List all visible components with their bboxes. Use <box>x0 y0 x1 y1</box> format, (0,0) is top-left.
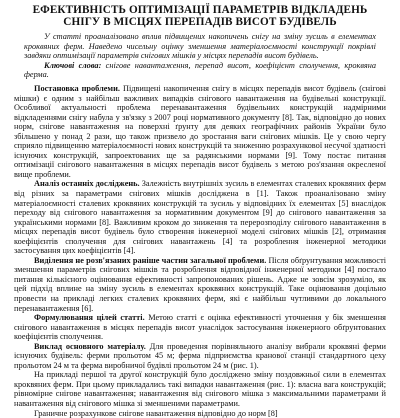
section-unsolved-parts <box>14 256 386 313</box>
section-text: Підвищені накопичення снігу в місцях перепадів висот будівель (снігові мішки) є одним з найбільш важливих випадків снігового навантаження на будівельні конструкції. Особливої актуальності проблема перенавантаження будівельних конструкцій надмірними відкладеннями снігу набула у зв'язку з 2007 році нормативного документу [8]. Так, відповідно до нових норм, снігове навантаження на поверхні ґрунту для деяких географічних районів України було збільшено у понад 2 рази, що також призвело до зростання ваги снігових мішків. Це у свою чергу сприяло підвищенню матеріалоємності нових конструкцій та зниженню розрахункової несучої здатності існуючих конструкцій, запроектованих ще за радянськими нормами [9]. Тому постає питання оптимізації снігового навантаження в місцях перепадів висот будівель з метою роз'язання окресленої вище проблеми. <box>14 83 386 179</box>
keywords <box>24 61 376 80</box>
keywords-text: снігове навантаження, перепад висот, коефіцієнт сполучення, кроквяна ферма. <box>24 60 377 80</box>
section-lead: Формулювання цілей статті. <box>34 313 145 323</box>
section-text: Залежність внутрішніх зусиль в елементах сталевих кроквяних ферм від різних за параметрами снігових мішків досліджена в [1]. Також проаналізовано зміну матеріалоємності сталевих кроквяних конструкцій та зусиль у відповідних їх елементах [5] внаслідок переходу від снігового навантаження за нормативним документом [9] до снігового навантаження за українськими нормами [8]. Важливим кроком до зниження та перерозподілу снігового навантаження в місцях перепадів висот будівель було створення інженерної моделі снігових мішків [2], отримання коефіцієнтів сполучення для снігових навантажень [4] та розроблення інженерної методики застосування цих коефіцієнтів [4]. <box>14 179 386 256</box>
paragraph-text: На прикладі першої та другої конструкцій було досліджено зміну поздовжньої сили в елементах кроквяних ферм. При цьому прикладались такі випадки навантаження (рис. 1): власна вага конструкцій; рівномірне снігове навантаження; навантаження від снігового мішка з максимальними параметрами й навантаження від снігового мішка зі зменшеними параметрами. <box>14 370 386 409</box>
section-lead: Виділення не розв'язаних раніше частин загальної проблеми. <box>34 255 267 265</box>
paragraph-snow-load <box>14 409 386 418</box>
section-recent-research <box>14 179 386 255</box>
paragraph-load-cases <box>14 370 386 408</box>
section-lead: Виклад основного матеріалу. <box>34 341 146 351</box>
section-goals <box>14 313 386 342</box>
section-lead: Постановка проблеми. <box>34 83 120 93</box>
paper-title <box>14 4 386 28</box>
section-text: Для проведення порівняльного аналізу вибрали кроквяні ферми існуючих будівель: ферми прольотом 45 м; ферма підприємства кранової станції стандартного цеху прольотом 24 м та ферма виробничої будівлі прольотом 24 м (рис. 1). <box>14 341 386 370</box>
paragraph-text: Граничне розрахункове снігове навантаження відповідно до норм [8] <box>34 408 278 418</box>
section-text: Метою статті є оцінка ефективності уточнення у бік зменшення снігового навантаження в місцях перепадів висот унаслідок застосування інженерного обґрунтованих коефіцієнтів сполучення. <box>14 313 386 342</box>
title-line-2: СНІГУ В МІСЦЯХ ПЕРЕПАДІВ ВИСОТ БУДІВЕЛЬ <box>63 16 337 28</box>
section-main-material <box>14 342 386 371</box>
keywords-label: Ключові слова: <box>44 60 102 70</box>
section-problem-statement <box>14 84 386 179</box>
section-lead: Аналіз останніх досліджень. <box>34 179 140 189</box>
title-line-1: ЕФЕКТИВНІСТЬ ОПТИМІЗАЦІЇ ПАРАМЕТРІВ ВІДКЛАДЕНЬ <box>32 4 368 16</box>
section-text: Після обґрунтування можливості зменшення параметрів снігових мішків та розроблення відповідної інженерної методики [4] постало питання кількісного оцінювання ефективності запропонованих рішень. Адже не зовсім зрозуміло, як цей підхід вплине на зміну зусиль в елементах кроквяних конструкцій. Таке оцінювання доцільно провести на прикладі легких сталевих кроквяних ферм, які є найбільш чутливими до локального перенавантаження [6]. <box>14 255 387 313</box>
abstract: У статті проаналізовано вплив підвищених накопичень снігу на зміну зусиль в елементах кроквяних ферм. Наведено чисельну оцінку зменшення матеріалоємності конструкції покрівлі завдяки оптимізації параметрів снігових мішків у місцях перепадів висот будівель. <box>24 32 376 61</box>
